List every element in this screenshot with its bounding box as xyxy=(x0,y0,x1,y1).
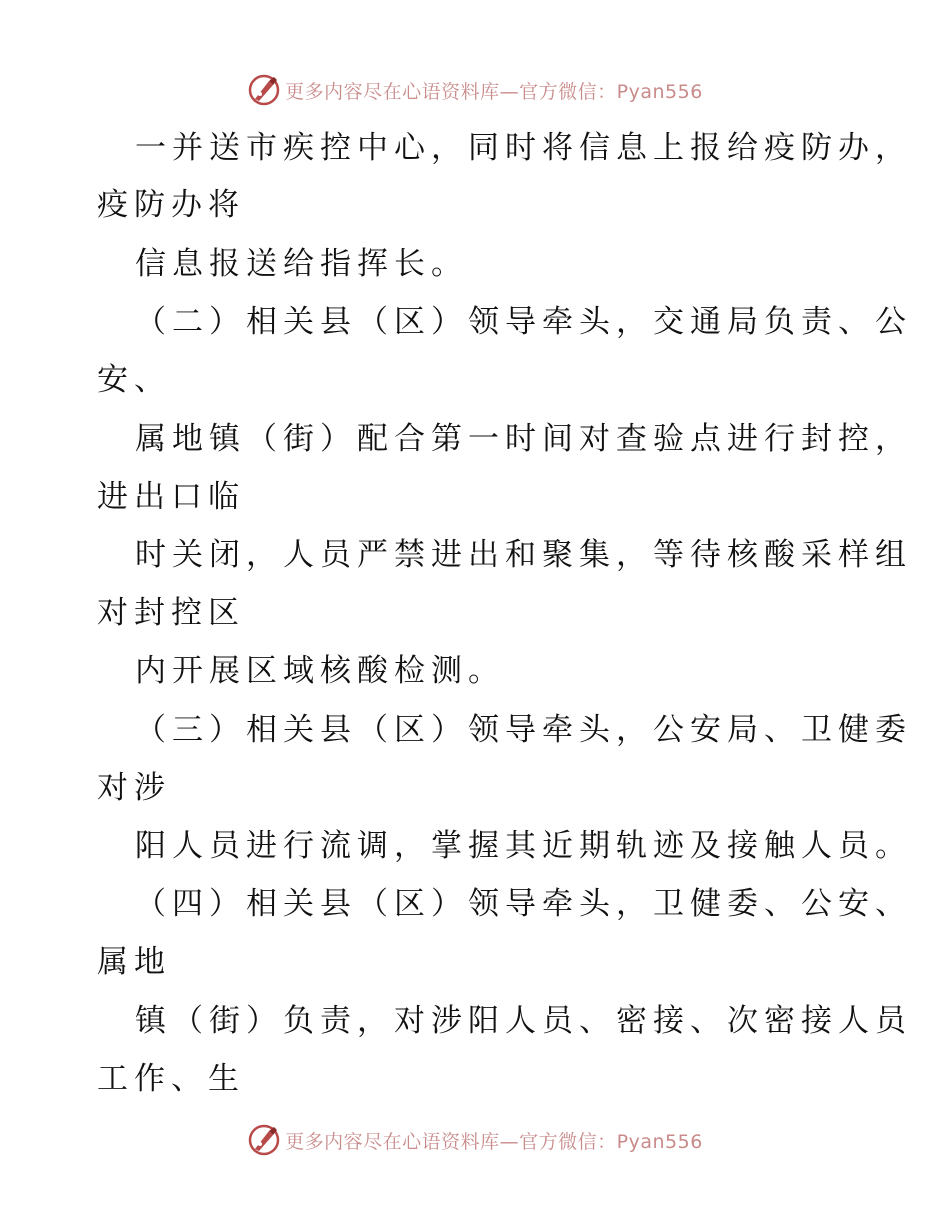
text-line: 内开展区域核酸检测。 xyxy=(135,653,505,689)
text-line: 属地 xyxy=(97,944,171,980)
text-line: （四）相关县（区）领导牵头，卫健委、公安、 xyxy=(135,886,912,922)
watermark-text: 更多内容尽在心语资料库—官方微信：Pyan556 xyxy=(285,1130,703,1153)
quill-pen-logo-icon xyxy=(247,1123,281,1157)
text-line: 属地镇（街）配合第一时间对查验点进行封控， xyxy=(135,421,912,457)
footer-watermark xyxy=(0,1120,950,1160)
watermark-wechat-id: Pyan556 xyxy=(616,1130,703,1153)
text-line: 一并送市疾控中心，同时将信息上报给疫防办， xyxy=(135,130,912,166)
text-line: 安、 xyxy=(97,362,171,398)
text-line: 时关闭，人员严禁进出和聚集，等待核酸采样组 xyxy=(135,537,912,573)
text-line: 进出口临 xyxy=(97,479,245,515)
text-line: 信息报送给指挥长。 xyxy=(135,246,468,282)
quill-pen-logo-icon xyxy=(247,73,281,107)
header-watermark xyxy=(0,70,950,110)
text-line: 工作、生 xyxy=(97,1061,245,1097)
text-line: 对涉 xyxy=(97,770,171,806)
text-line: 疫防办将 xyxy=(97,187,245,223)
text-line: （二）相关县（区）领导牵头，交通局负责、公 xyxy=(135,304,912,340)
text-line: 对封控区 xyxy=(97,595,245,631)
watermark-wechat-id: Pyan556 xyxy=(616,80,703,103)
watermark-text: 更多内容尽在心语资料库—官方微信：Pyan556 xyxy=(285,80,703,103)
text-line: （三）相关县（区）领导牵头，公安局、卫健委 xyxy=(135,712,912,748)
text-line: 镇（街）负责，对涉阳人员、密接、次密接人员 xyxy=(135,1003,912,1039)
text-line: 阳人员进行流调，掌握其近期轨迹及接触人员。 xyxy=(135,828,912,864)
